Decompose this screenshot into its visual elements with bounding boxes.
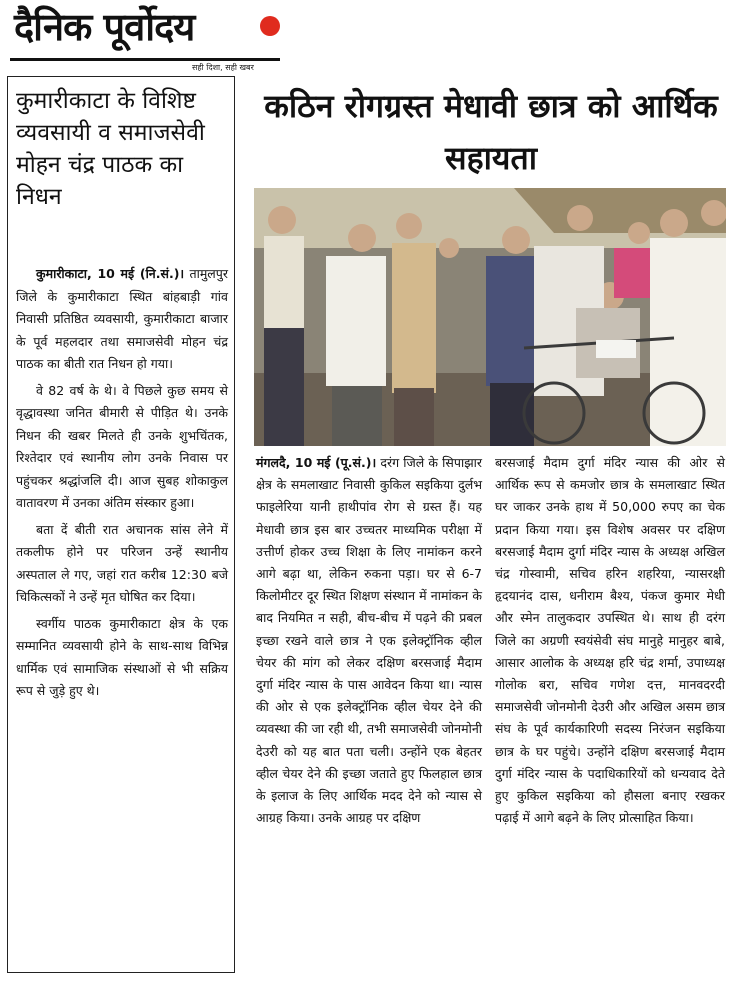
main-article-paragraph: बरसजाई मैदाम दुर्गा मंदिर न्यास की ओर से आर्थिक रूप से कमजोर छात्र के समलाखाट स्थित घर जाकर उनके हाथ में 50,000 रुपए का चेक प्रदान किया गया। इस विशेष अवसर पर दक्षिण बरसजाई मैदाम दुर्गा मंदिर न्यास के अध्यक्ष अखिल चंद्र गोस्वामी, सचिव हरिन शहरिया, न्यासरक्षी हृदयानंद दास, धनीराम बैश्य, पंकज कुमार मेधी और स्मेन तालुकदार उपस्थित थे। साथ ही दरंग जिले का अग्रणी स्वयंसेवी संघ मानुहे मानुहर बाबे, आसार आलोक के अध्यक्ष हरि चंद्र शर्मा, उपाध्यक्ष गोलोक बरा, सचिव गणेश दत्त, मानवदरदी समाजसेवी जोनमोनी देउरी और अखिल असम छात्र संघ के पूर्व कार्यकारिणी सदस्य निरंजन सइकिया छात्र के घर पहुंचे। उन्होंने दक्षिण बरसजाई मैदाम दुर्गा मंदिर न्यास के पदाधिकारियों को धन्यवाद देते हुए कुकिल सइकिया को हौसला बनाए रखकर पढ़ाई में आगे बढ़ने के लिए प्रोत्साहित किया। <box>495 455 725 826</box>
news-photo <box>254 188 726 446</box>
obituary-dateline: कुमारीकाटा, 10 मई (नि.सं.)। <box>36 266 185 281</box>
masthead-title: दैनिक पूर्वोदय <box>14 4 195 49</box>
obituary-paragraph: बता दें बीती रात अचानक सांस लेने में तकलीफ होने पर परिजन उन्हें स्थानीय अस्पताल ले गए, जहां रात करीब 12:30 बजे चिकित्सकों ने उन्हें मृत घोषित कर दिया। <box>16 521 228 604</box>
obituary-headline: कुमारीकाटा के विशिष्ट व्यवसायी व समाजसेवी मोहन चंद्र पाठक का निधन <box>16 88 205 210</box>
obituary-body <box>16 263 228 707</box>
obituary-paragraph: स्वर्गीय पाठक कुमारीकाटा क्षेत्र के एक सम्मानित व्यवसायी होने के साथ-साथ विभिन्न धार्मिक एवं सामाजिक संस्थाओं से भी सक्रिय रूप से जुड़े हुए थे। <box>16 615 228 698</box>
obituary-paragraph: कुमारीकाटा, 10 मई (नि.सं.)। तामुलपुर जिले के कुमारीकाटा स्थित बांहबाड़ी गांव निवासी प्रतिष्ठित व्यवसायी, कुमारीकाटा बाजार के पूर्व महलदार तथा समाजसेवी मोहन चंद्र पाठक का बीती रात निधन हो गया। <box>16 266 228 371</box>
main-dateline: मंगलदै, 10 मई (पू.सं.)। <box>256 455 377 470</box>
main-article-column-2 <box>495 452 725 833</box>
main-article-column-1 <box>256 452 482 833</box>
obituary-article <box>7 76 235 973</box>
masthead-logo-dot <box>260 16 280 36</box>
newspaper-masthead <box>10 4 290 70</box>
main-article-paragraph: मंगलदै, 10 मई (पू.सं.)। दरंग जिले के सिपाझार क्षेत्र के समलाखाट निवासी कुकिल सइकिया दुर्लभ फाइलेरिया यानी हाथीपांव रोग से ग्रस्त हैं। यह मेधावी छात्र इस बार उच्चतर माध्यमिक परीक्षा में उत्तीर्ण होकर उच्च शिक्षा के लिए नामांकन करने आगे बढ़ा था, लेकिन रुकना पड़ा। घर से 6-7 किलोमीटर दूर स्थित शिक्षण संस्थान में नामांकन के बाद नियमित न सही, बीच-बीच में पढ़ने की प्रबल इच्छा रखने वाले छात्र ने एक इलेक्ट्रॉनिक व्हील चेयर की मांग को लेकर दक्षिण बरसजाई मैदाम दुर्गा मंदिर न्यास के पास आवेदन किया था। न्यास की ओर से एक इलेक्ट्रॉनिक व्हील चेयर देने की व्यवस्था की जा रही थी, तभी समाजसेवी जोनमोनी देउरी को यह बात पता चली। उन्होंने एक बेहतर व्हील चेयर देने की इच्छा जताते हुए फिलहाल छात्र के इलाज के लिए आर्थिक मदद देने को न्यास से आग्रह किया। उनके आग्रह पर दक्षिण <box>256 455 482 826</box>
main-headline: कठिन रोगग्रस्त मेधावी छात्र को आर्थिक सहायता <box>264 87 718 177</box>
masthead-tagline: सही दिशा, सही खबर <box>192 63 254 72</box>
masthead-rule <box>10 58 280 61</box>
obituary-paragraph: वे 82 वर्ष के थे। वे पिछले कुछ समय से वृद्धावस्था जनित बीमारी से पीड़ित थे। उनके निधन की खबर मिलते ही उनके शुभचिंतक, रिश्तेदार एवं स्थानीय लोग उनके निवास पर पहुंचकर श्रद्धांजलि दी। आज सुबह शोकाकुल वातावरण में उनका अंतिम संस्कार हुआ। <box>16 382 228 510</box>
